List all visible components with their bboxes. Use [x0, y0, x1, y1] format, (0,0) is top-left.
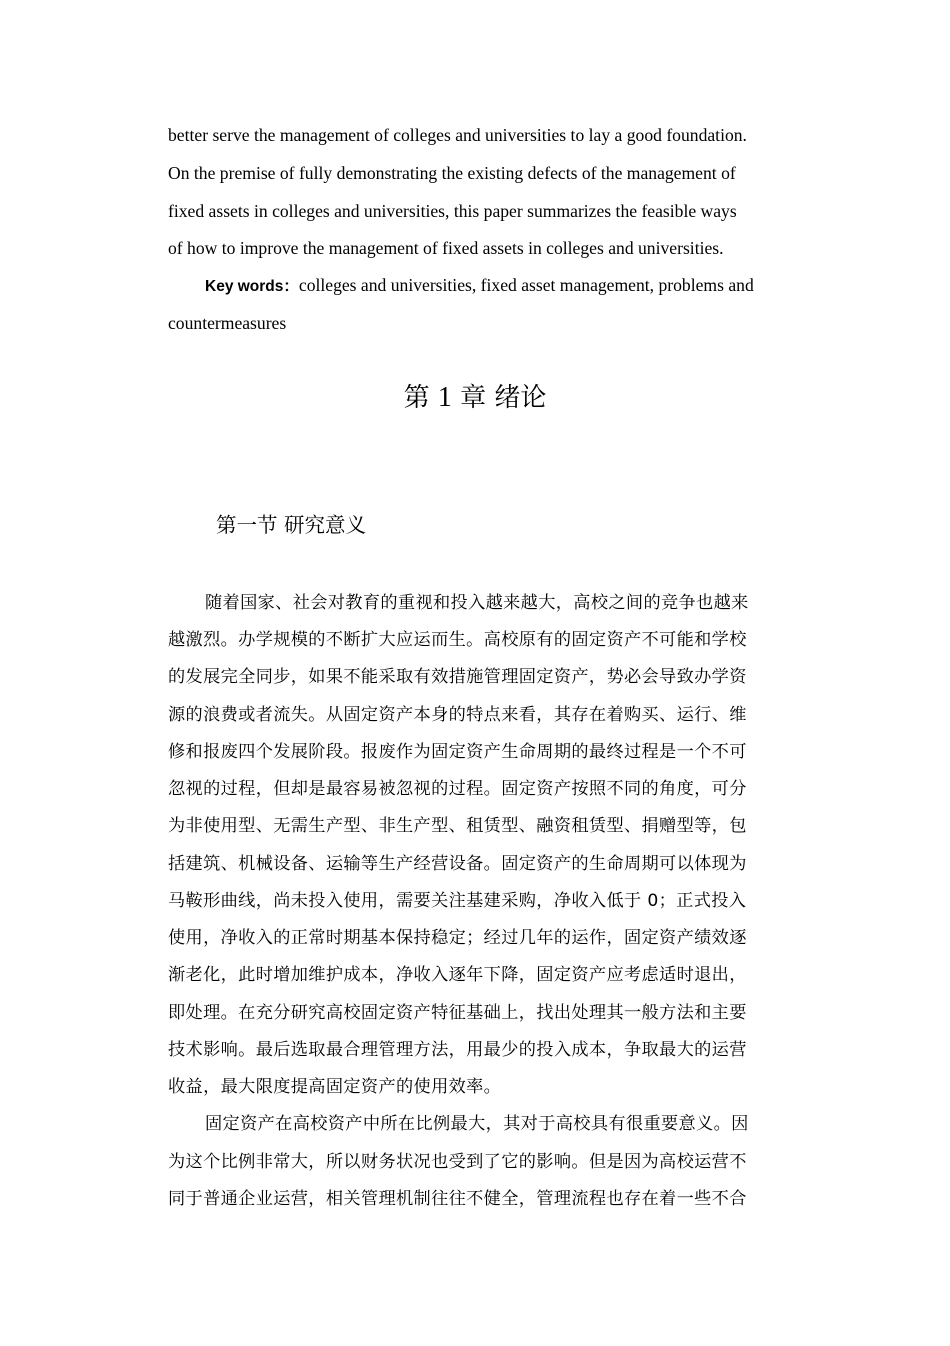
- paragraph-line: 忽视的过程，但却是最容易被忽视的过程。固定资产按照不同的角度，可分: [168, 779, 747, 799]
- paragraph-line: 同于普通企业运营，相关管理机制往往不健全，管理流程也存在着一些不合: [168, 1189, 747, 1209]
- paragraph-line: 越激烈。办学规模的不断扩大应运而生。高校原有的固定资产不可能和学校: [168, 630, 747, 650]
- paragraph-line: 修和报废四个发展阶段。报废作为固定资产生命周期的最终过程是一个不可: [168, 742, 747, 762]
- keywords-continuation: countermeasures: [168, 313, 287, 333]
- abstract-line: On the premise of fully demonstrating the existing defects of the management of: [168, 163, 736, 183]
- chapter-title: 章 绪论: [460, 383, 547, 413]
- paragraph-line: 固定资产在高校资产中所在比例最大，其对于高校具有很重要意义。因: [205, 1114, 749, 1134]
- chapter-prefix: 第: [403, 383, 430, 413]
- paragraph-line: 随着国家、社会对教育的重视和投入越来越大，高校之间的竞争也越来: [205, 593, 749, 613]
- paragraph-line: 使用，净收入的正常时期基本保持稳定；经过几年的运作，固定资产绩效逐: [168, 928, 747, 948]
- paragraph-line: 的发展完全同步，如果不能采取有效措施管理固定资产，势必会导致办学资: [168, 667, 747, 687]
- chapter-heading: [0, 380, 950, 416]
- paragraph-line: 括建筑、机械设备、运输等生产经营设备。固定资产的生命周期可以体现为: [168, 854, 747, 874]
- paragraph-line: 技术影响。最后选取最合理管理方法，用最少的投入成本，争取最大的运营: [168, 1040, 747, 1060]
- abstract-line: better serve the management of colleges and universities to lay a good foundation.: [168, 125, 747, 145]
- paragraph-line: 即处理。在充分研究高校固定资产特征基础上，找出处理其一般方法和主要: [168, 1003, 747, 1023]
- section-heading: 第一节 研究意义: [216, 513, 367, 537]
- keywords-label: Key words：: [205, 278, 299, 295]
- paragraph-line: 渐老化，此时增加维护成本，净收入逐年下降，固定资产应考虑适时退出，: [168, 965, 747, 985]
- paragraph-line: 为这个比例非常大，所以财务状况也受到了它的影响。但是因为高校运营不: [168, 1152, 747, 1172]
- keywords-line: [205, 273, 808, 299]
- chapter-number: 1: [437, 382, 452, 413]
- keywords-text: colleges and universities, fixed asset management, problems and: [298, 275, 754, 295]
- paragraph-line: 收益，最大限度提高固定资产的使用效率。: [168, 1077, 502, 1097]
- paragraph-line: 马鞍形曲线，尚未投入使用，需要关注基建采购，净收入低于 0；正式投入: [168, 891, 747, 911]
- paragraph-line: 为非使用型、无需生产型、非生产型、租赁型、融资租赁型、捐赠型等，包: [168, 816, 747, 836]
- abstract-line: fixed assets in colleges and universities, this paper summarizes the feasible ways: [168, 201, 737, 221]
- paragraph-line: 源的浪费或者流失。从固定资产本身的特点来看，其存在着购买、运行、维: [168, 705, 747, 725]
- abstract-line: of how to improve the management of fixed assets in colleges and universities.: [168, 238, 724, 258]
